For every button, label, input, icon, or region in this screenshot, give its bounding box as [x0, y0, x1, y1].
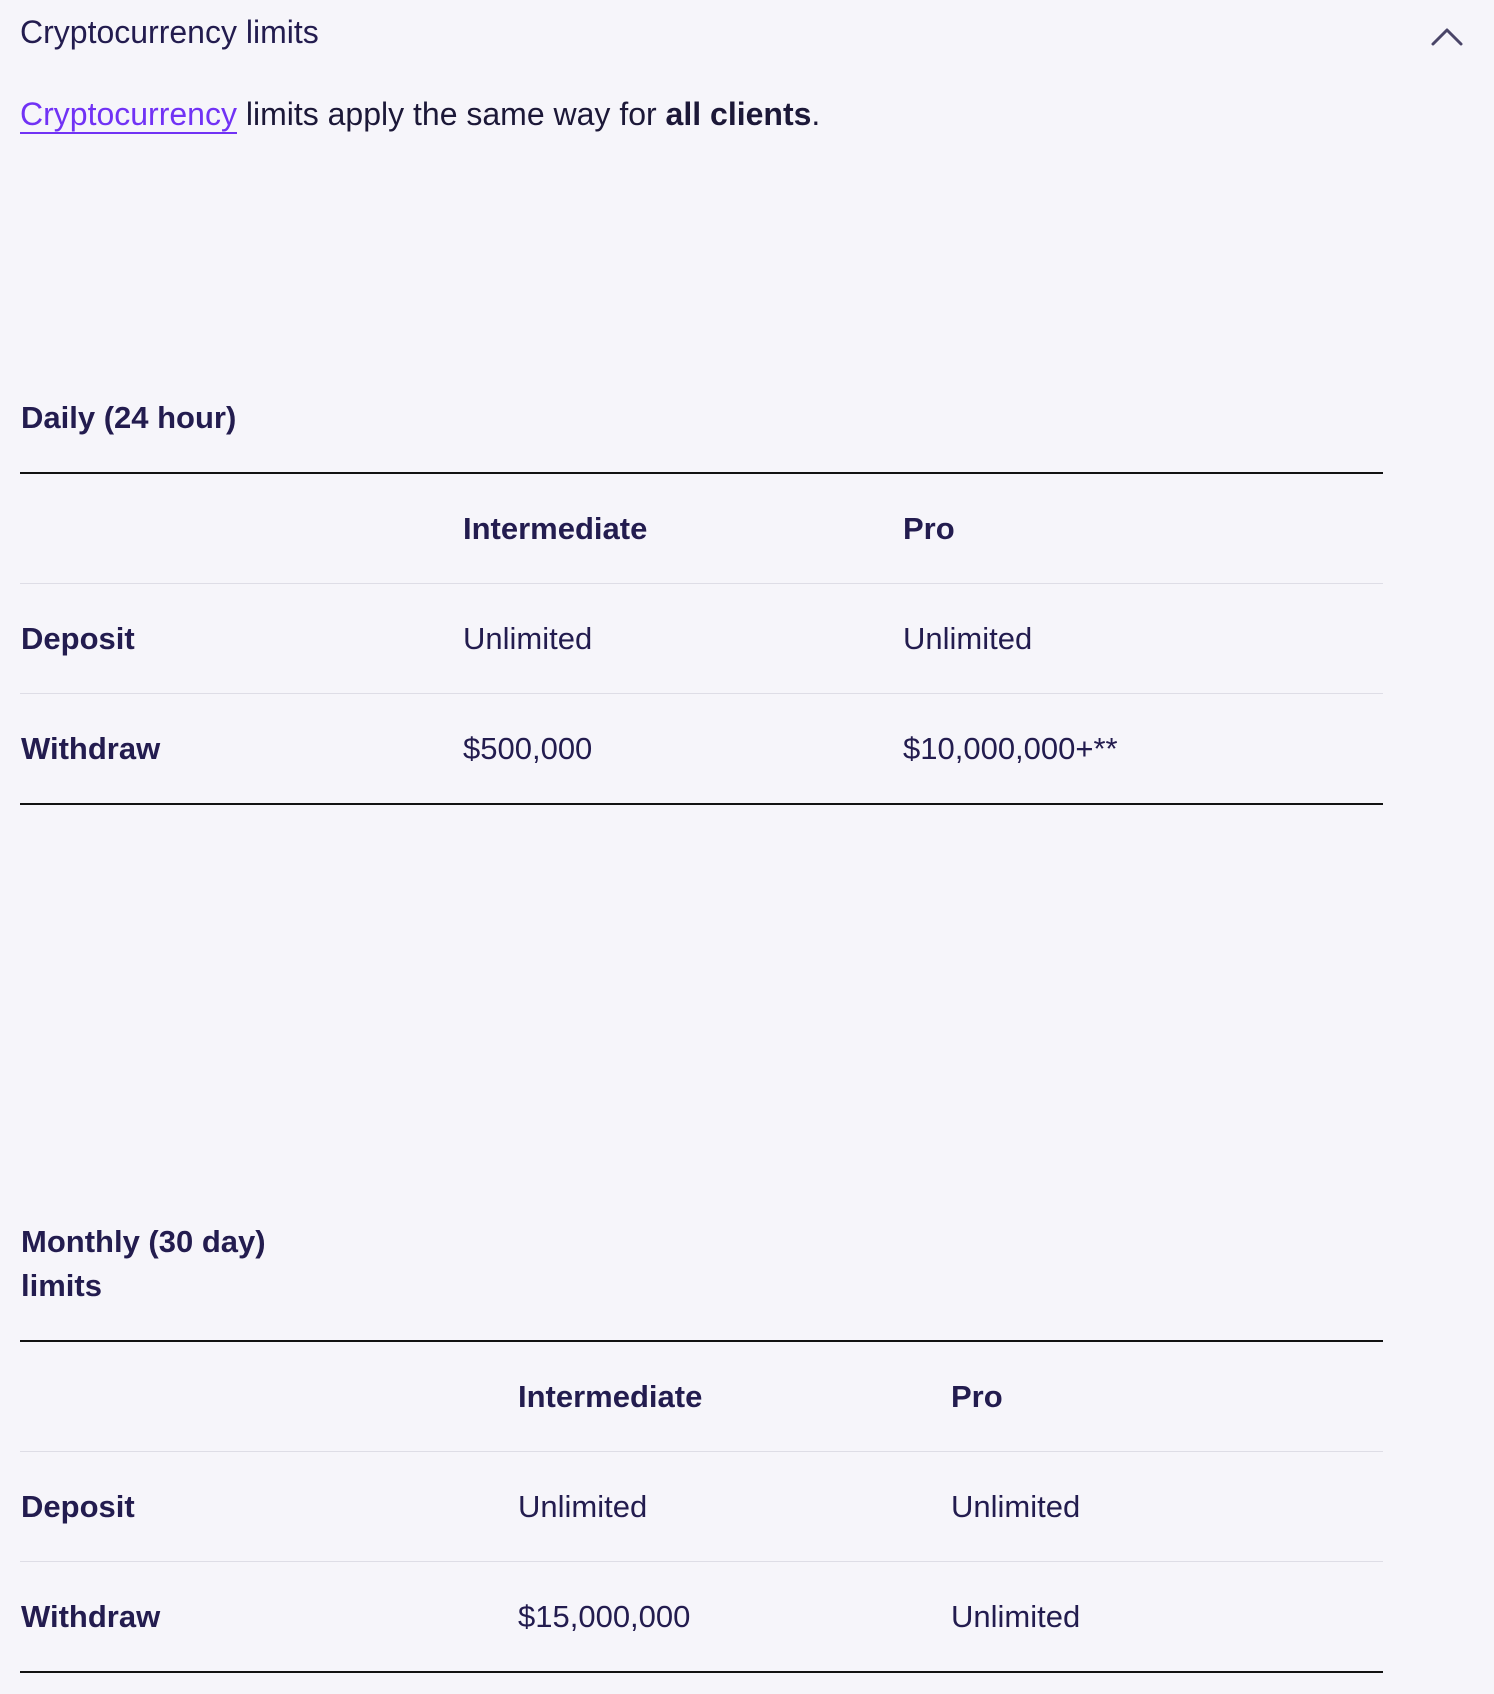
- table-row: [20, 694, 1383, 803]
- table-row: [20, 1562, 1383, 1671]
- table-row: [20, 584, 1383, 694]
- cell-intermediate: Unlimited: [463, 621, 593, 656]
- monthly-title-line1: Monthly (30 day): [21, 1224, 266, 1259]
- table-header-row: [20, 474, 1383, 584]
- cell-pro: Unlimited: [951, 1599, 1081, 1634]
- cryptocurrency-link[interactable]: Cryptocurrency: [20, 96, 237, 132]
- row-label-withdraw: Withdraw: [21, 731, 161, 766]
- chevron-up-icon[interactable]: [1425, 20, 1469, 52]
- intro-bold-text: all clients: [665, 96, 812, 132]
- table-row: [20, 1452, 1383, 1562]
- cell-intermediate: Unlimited: [518, 1489, 648, 1524]
- daily-limits-table: [20, 472, 1383, 805]
- row-label-deposit: Deposit: [21, 1489, 135, 1524]
- monthly-limits-table: [20, 1340, 1383, 1673]
- cell-intermediate: $15,000,000: [518, 1599, 691, 1634]
- cell-pro: Unlimited: [903, 621, 1033, 656]
- accordion-title: Cryptocurrency limits: [20, 14, 319, 50]
- cell-intermediate: $500,000: [463, 731, 593, 766]
- monthly-section-title: [21, 1220, 266, 1308]
- intro-text-middle: limits apply the same way for: [236, 96, 666, 132]
- row-label-withdraw: Withdraw: [21, 1599, 161, 1634]
- monthly-title-line2: limits: [21, 1268, 102, 1303]
- column-header-pro: Pro: [951, 1379, 1003, 1414]
- daily-section-title: [21, 396, 236, 440]
- intro-text-end: .: [811, 96, 821, 132]
- column-header-pro: Pro: [903, 511, 955, 546]
- table-header-row: [20, 1342, 1383, 1452]
- cell-pro: Unlimited: [951, 1489, 1081, 1524]
- intro-text: [20, 96, 820, 133]
- cell-pro: $10,000,000+**: [903, 731, 1118, 766]
- column-header-intermediate: Intermediate: [518, 1379, 703, 1414]
- column-header-intermediate: Intermediate: [463, 511, 648, 546]
- accordion-header[interactable]: [20, 10, 1474, 60]
- daily-title-text: Daily (24 hour): [21, 400, 237, 435]
- row-label-deposit: Deposit: [21, 621, 135, 656]
